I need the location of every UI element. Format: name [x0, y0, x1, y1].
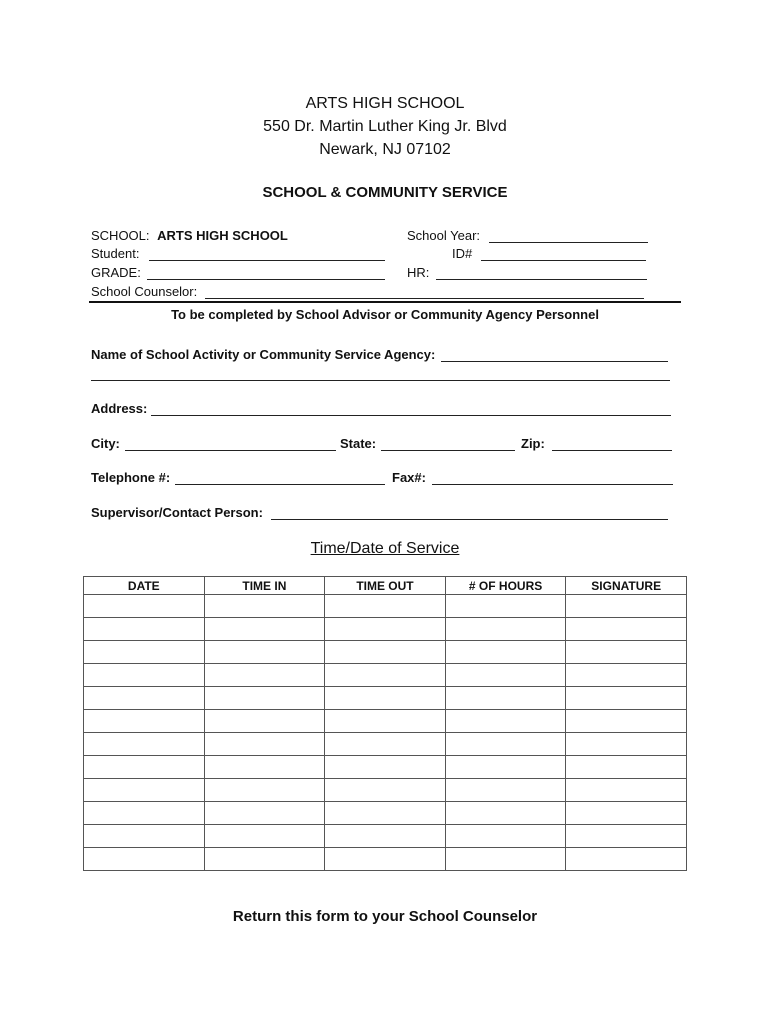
- footer-instruction: Return this form to your School Counselor: [232, 908, 538, 925]
- hours-cell[interactable]: [445, 618, 566, 641]
- date-cell[interactable]: [84, 664, 205, 687]
- time-in-cell[interactable]: [204, 595, 325, 618]
- time-in-cell[interactable]: [204, 618, 325, 641]
- id-label: ID#: [452, 246, 473, 261]
- table-row: [84, 733, 687, 756]
- date-cell[interactable]: [84, 618, 205, 641]
- school-field: [91, 228, 288, 244]
- school-value: ARTS HIGH SCHOOL: [157, 228, 288, 243]
- table-row: [84, 595, 687, 618]
- signature-cell[interactable]: [566, 641, 687, 664]
- agency-name-input-line[interactable]: [441, 361, 668, 362]
- table-row: [84, 710, 687, 733]
- hours-cell[interactable]: [445, 802, 566, 825]
- service-log-title: Time/Date of Service: [310, 540, 460, 557]
- agency-name-input-line-2[interactable]: [91, 380, 670, 381]
- time-in-cell[interactable]: [204, 848, 325, 871]
- date-cell[interactable]: [84, 595, 205, 618]
- state-label: State:: [340, 436, 377, 451]
- date-cell[interactable]: [84, 802, 205, 825]
- table-row: [84, 802, 687, 825]
- table-header-row: [84, 577, 687, 595]
- school-label: SCHOOL:: [91, 228, 150, 243]
- time-in-cell[interactable]: [204, 687, 325, 710]
- table-row: [84, 825, 687, 848]
- supervisor-label: Supervisor/Contact Person:: [91, 505, 263, 520]
- instruction-text: To be completed by School Advisor or Community Agency Personnel: [171, 307, 599, 322]
- address-input-line[interactable]: [151, 415, 671, 416]
- signature-cell[interactable]: [566, 756, 687, 779]
- column-header-time-out: TIME OUT: [325, 577, 446, 595]
- fax-label: Fax#:: [392, 470, 426, 485]
- student-label: Student:: [91, 246, 140, 261]
- signature-cell[interactable]: [566, 664, 687, 687]
- fax-input-line[interactable]: [432, 484, 673, 485]
- time-in-cell[interactable]: [204, 756, 325, 779]
- date-cell[interactable]: [84, 710, 205, 733]
- column-header-hours: # OF HOURS: [445, 577, 566, 595]
- hours-cell[interactable]: [445, 756, 566, 779]
- time-in-cell[interactable]: [204, 641, 325, 664]
- time-out-cell[interactable]: [325, 756, 446, 779]
- school-address-line2: Newark, NJ 07102: [319, 141, 451, 158]
- time-out-cell[interactable]: [325, 664, 446, 687]
- time-in-cell[interactable]: [204, 710, 325, 733]
- counselor-label: School Counselor:: [91, 284, 198, 299]
- table-row: [84, 848, 687, 871]
- signature-cell[interactable]: [566, 848, 687, 871]
- time-out-cell[interactable]: [325, 802, 446, 825]
- hours-cell[interactable]: [445, 595, 566, 618]
- counselor-input-line[interactable]: [205, 298, 644, 299]
- hours-cell[interactable]: [445, 848, 566, 871]
- table-row: [84, 779, 687, 802]
- time-out-cell[interactable]: [325, 595, 446, 618]
- hours-cell[interactable]: [445, 779, 566, 802]
- date-cell[interactable]: [84, 756, 205, 779]
- city-input-line[interactable]: [125, 450, 336, 451]
- grade-input-line[interactable]: [147, 279, 385, 280]
- school-name: ARTS HIGH SCHOOL: [305, 95, 465, 112]
- city-label: City:: [91, 436, 120, 451]
- time-in-cell[interactable]: [204, 802, 325, 825]
- date-cell[interactable]: [84, 641, 205, 664]
- service-log-body: [84, 595, 687, 871]
- signature-cell[interactable]: [566, 595, 687, 618]
- date-cell[interactable]: [84, 848, 205, 871]
- table-row: [84, 687, 687, 710]
- school-year-input-line[interactable]: [489, 242, 648, 243]
- time-in-cell[interactable]: [204, 733, 325, 756]
- table-row: [84, 641, 687, 664]
- signature-cell[interactable]: [566, 825, 687, 848]
- address-label: Address:: [91, 401, 148, 416]
- zip-input-line[interactable]: [552, 450, 672, 451]
- section-divider: [89, 301, 681, 303]
- time-out-cell[interactable]: [325, 825, 446, 848]
- hr-input-line[interactable]: [436, 279, 647, 280]
- date-cell[interactable]: [84, 779, 205, 802]
- zip-label: Zip:: [521, 436, 545, 451]
- column-header-signature: SIGNATURE: [566, 577, 687, 595]
- time-out-cell[interactable]: [325, 848, 446, 871]
- column-header-date: DATE: [84, 577, 205, 595]
- school-year-label: School Year:: [407, 228, 481, 243]
- signature-cell[interactable]: [566, 687, 687, 710]
- hours-cell[interactable]: [445, 733, 566, 756]
- hours-cell[interactable]: [445, 641, 566, 664]
- signature-cell[interactable]: [566, 618, 687, 641]
- service-log-table: [83, 576, 687, 871]
- grade-label: GRADE:: [91, 265, 141, 280]
- time-out-cell[interactable]: [325, 618, 446, 641]
- id-input-line[interactable]: [481, 260, 646, 261]
- time-in-cell[interactable]: [204, 664, 325, 687]
- date-cell[interactable]: [84, 687, 205, 710]
- state-input-line[interactable]: [381, 450, 515, 451]
- signature-cell[interactable]: [566, 733, 687, 756]
- hours-cell[interactable]: [445, 664, 566, 687]
- agency-name-label: Name of School Activity or Community Service Agency:: [91, 347, 436, 362]
- hr-label: HR:: [407, 265, 430, 280]
- student-input-line[interactable]: [149, 260, 385, 261]
- time-in-cell[interactable]: [204, 825, 325, 848]
- table-row: [84, 756, 687, 779]
- telephone-input-line[interactable]: [175, 484, 385, 485]
- date-cell[interactable]: [84, 733, 205, 756]
- date-cell[interactable]: [84, 825, 205, 848]
- time-out-cell[interactable]: [325, 710, 446, 733]
- column-header-time-in: TIME IN: [204, 577, 325, 595]
- signature-cell[interactable]: [566, 802, 687, 825]
- school-address-line1: 550 Dr. Martin Luther King Jr. Blvd: [263, 118, 507, 135]
- time-out-cell[interactable]: [325, 641, 446, 664]
- hours-cell[interactable]: [445, 710, 566, 733]
- time-out-cell[interactable]: [325, 733, 446, 756]
- hours-cell[interactable]: [445, 687, 566, 710]
- table-row: [84, 664, 687, 687]
- table-row: [84, 618, 687, 641]
- form-title: SCHOOL & COMMUNITY SERVICE: [262, 184, 508, 201]
- time-out-cell[interactable]: [325, 779, 446, 802]
- signature-cell[interactable]: [566, 710, 687, 733]
- time-in-cell[interactable]: [204, 779, 325, 802]
- signature-cell[interactable]: [566, 779, 687, 802]
- time-out-cell[interactable]: [325, 687, 446, 710]
- telephone-label: Telephone #:: [91, 470, 171, 485]
- supervisor-input-line[interactable]: [271, 519, 668, 520]
- hours-cell[interactable]: [445, 825, 566, 848]
